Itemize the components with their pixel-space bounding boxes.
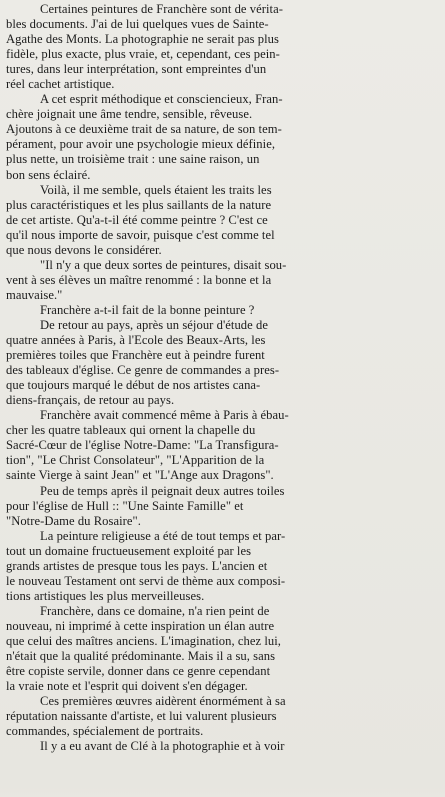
text-line: que celui des maîtres anciens. L'imagination, chez lui,	[6, 633, 281, 648]
text-line: Sacré-Cœur de l'église Notre-Dame: "La Transfigura-	[6, 438, 279, 453]
paragraph	[6, 303, 439, 318]
text-line: La peinture religieuse a été de tout temps et par-	[40, 528, 286, 543]
text-line: mauvaise."	[6, 287, 63, 302]
text-line: Agathe des Monts. La photographie ne serait pas plus	[6, 32, 279, 47]
text-line: Certaines peintures de Franchère sont de vérita-	[40, 2, 283, 16]
text-line: que nous devons le considérer.	[6, 242, 162, 257]
text-line: bles documents. J'ai de lui quelques vues de Sainte-	[6, 17, 269, 32]
text-line: de cet artiste. Qu'a-t-il été comme peintre ? C'est ce	[6, 212, 268, 227]
text-line: Ajoutons à ce deuxième trait de sa nature, de son tem-	[6, 122, 282, 137]
text-line: que toujours marqué le début de nos artistes cana-	[6, 378, 261, 393]
text-line: réputation naissante d'artiste, et lui valurent plusieurs	[6, 709, 277, 724]
text-line: plus caractéristiques et les plus saillants de la nature	[6, 197, 272, 212]
article-column	[6, 2, 439, 754]
text-line: le nouveau Testament ont servi de thème aux composi-	[6, 573, 286, 588]
text-line: pérament, pour avoir une psychologie mieux définie,	[6, 137, 276, 152]
text-line: Franchère, dans ce domaine, n'a rien peint de	[40, 603, 270, 618]
page-edge-fade	[0, 788, 445, 797]
text-line: tions artistiques les plus merveilleuses.	[6, 588, 205, 603]
paragraph	[6, 529, 439, 604]
text-line: Ces premières œuvres aidèrent énormément à sa	[40, 694, 286, 709]
text-line: "Notre-Dame du Rosaire".	[6, 513, 141, 528]
text-line: des tableaux d'église. Ce genre de commandes a pres-	[6, 363, 280, 378]
paragraph	[6, 183, 439, 258]
text-line: commandes, spécialement de portraits.	[6, 724, 204, 739]
text-line: Franchère avait commencé même à Paris à ébau-	[40, 408, 289, 423]
text-line: premières toiles que Franchère eut à peindre furent	[6, 348, 265, 363]
text-line: la vraie note et l'esprit qui doivent s'en dégager.	[6, 679, 248, 694]
text-line: être copiste servile, donner dans ce genre cependant	[6, 664, 271, 679]
text-line: vent à ses élèves un maître renommé : la bonne et la	[6, 272, 272, 287]
text-line: nouveau, ni imprimé à cette inspiration un élan autre	[6, 618, 275, 633]
text-line: bon sens éclairé.	[6, 167, 91, 182]
text-line: Franchère a-t-il fait de la bonne peinture ?	[40, 302, 255, 317]
text-line: "Il n'y a que deux sortes de peintures, disait sou-	[40, 257, 287, 272]
text-line: diens-français, de retour au pays.	[6, 393, 175, 408]
text-line: De retour au pays, après un séjour d'étude de	[40, 317, 268, 332]
text-line: grands artistes de presque tous les pays. L'ancien et	[6, 558, 268, 573]
text-line: n'était que la qualité prédominante. Mais il a su, sans	[6, 649, 276, 664]
text-line: réel cachet artistique.	[6, 77, 115, 92]
text-line: Peu de temps après il peignait deux autres toiles	[40, 483, 285, 498]
text-line: sainte Vierge à saint Jean" et "L'Ange aux Dragons".	[6, 468, 274, 483]
paragraph	[6, 92, 439, 182]
text-line: quatre années à Paris, à l'Ecole des Beaux-Arts, les	[6, 333, 266, 348]
text-line: A cet esprit méthodique et consciencieux, Fran-	[40, 92, 283, 107]
paragraph	[6, 694, 439, 739]
paragraph	[6, 604, 439, 694]
text-line: cher les quatre tableaux qui ornent la chapelle du	[6, 423, 256, 438]
text-line: tion", "Le Christ Consolateur", "L'Apparition de la	[6, 453, 265, 468]
paragraph	[6, 408, 439, 483]
paragraph	[6, 318, 439, 408]
text-line: pour l'église de Hull :: "Une Sainte Famille" et	[6, 498, 244, 513]
paragraph-truncated	[6, 739, 439, 754]
text-line: plus nette, un troisième trait : une saine raison, un	[6, 152, 260, 167]
text-line: chère joignait une âme tendre, sensible, rêveuse.	[6, 107, 253, 122]
text-line: tures, dans leur interprétation, sont empreintes d'un	[6, 62, 267, 77]
text-line: Il y a eu avant de Clé à la photographie et à voir	[40, 739, 285, 754]
text-line: tout un domaine fructueusement exploité par les	[6, 543, 252, 558]
text-line: Voilà, il me semble, quels étaient les traits les	[40, 182, 272, 197]
text-line: qu'il nous importe de savoir, puisque c'est comme tel	[6, 227, 275, 242]
paragraph	[6, 2, 439, 92]
paragraph	[6, 484, 439, 529]
text-line: fidèle, plus exacte, plus vraie, et, cependant, ces pein-	[6, 47, 280, 62]
quote-paragraph	[6, 258, 439, 303]
